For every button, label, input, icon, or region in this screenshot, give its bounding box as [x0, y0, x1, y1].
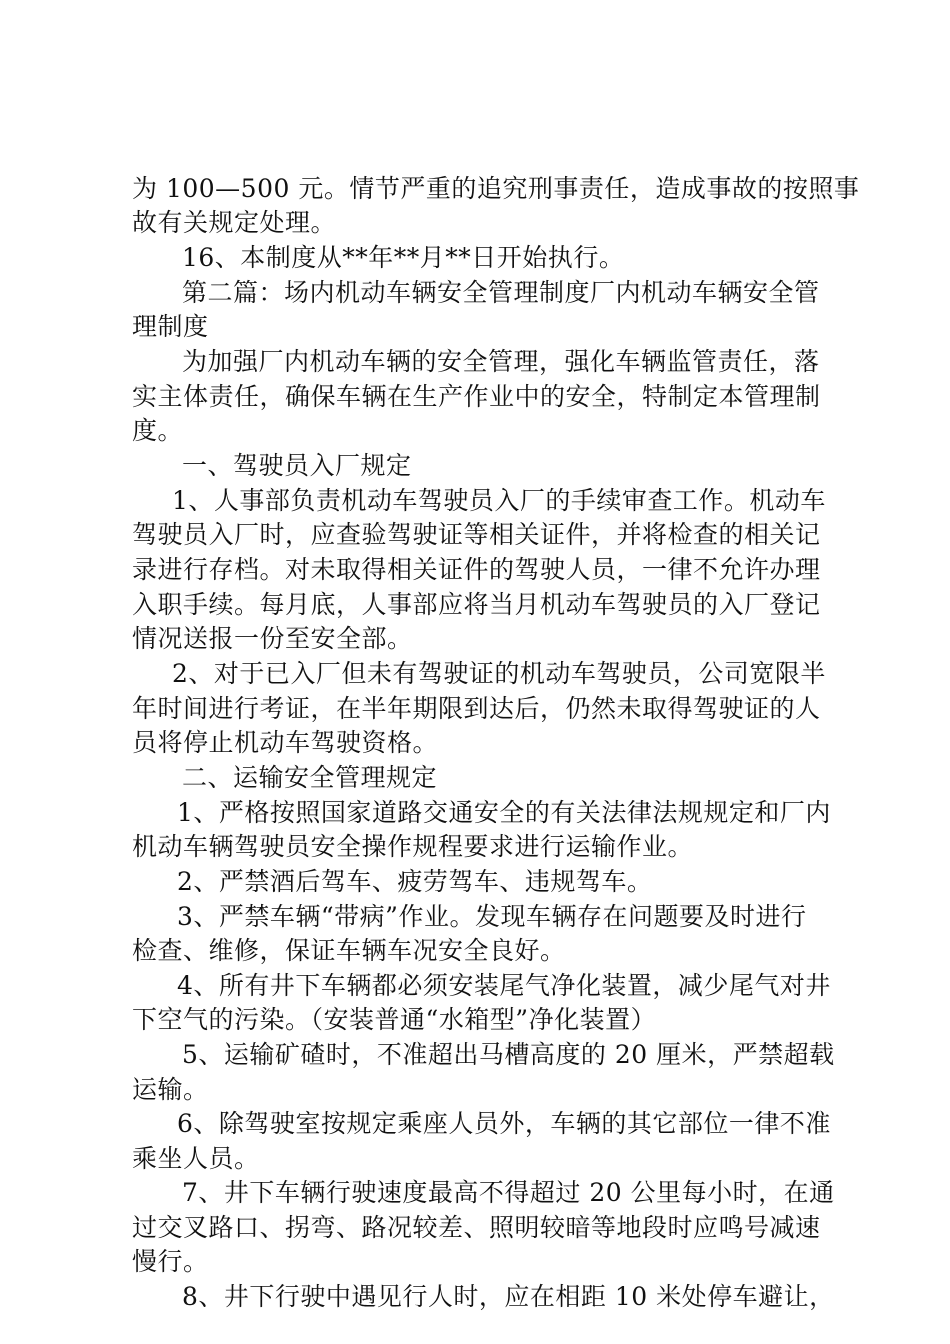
text-line: 故有关规定处理。 — [132, 208, 337, 237]
text-line: 6、除驾驶室按规定乘座人员外，车辆的其它部位一律不准 — [177, 1109, 831, 1138]
text-line: 2、严禁酒后驾车、疲劳驾车、违规驾车。 — [177, 867, 653, 896]
text-line: 1、严格按照国家道路交通安全的有关法律法规规定和厂内 — [177, 798, 831, 827]
text-line: 1、人事部负责机动车驾驶员入厂的手续审查工作。机动车 — [172, 486, 826, 515]
text-line: 驾驶员入厂时，应查验驾驶证等相关证件，并将检查的相关记 — [132, 520, 821, 549]
text-line: 4、所有井下车辆都必须安装尾气净化装置，减少尾气对井 — [177, 971, 831, 1000]
section-heading: 第二篇：场内机动车辆安全管理制度厂内机动车辆安全管 — [182, 278, 820, 307]
text-line: 员将停止机动车驾驶资格。 — [132, 728, 439, 757]
text-line: 3、严禁车辆“带病”作业。发现车辆存在问题要及时进行 — [177, 902, 807, 931]
text-line: 16、本制度从**年**月**日开始执行。 — [182, 243, 625, 272]
text-line: 度。 — [132, 416, 184, 445]
text-line: 录进行存档。对未取得相关证件的驾驶人员，一律不允许办理 — [132, 555, 821, 584]
text-line: 2、对于已入厂但未有驾驶证的机动车驾驶员，公司宽限半 — [172, 659, 826, 688]
text-line: 为 100—500 元。情节严重的追究刑事责任，造成事故的按照事 — [132, 174, 860, 203]
text-line: 入职手续。每月底，人事部应将当月机动车驾驶员的入厂登记 — [132, 590, 821, 619]
text-line: 8、井下行驶中遇见行人时，应在相距 10 米处停车避让， — [182, 1282, 835, 1311]
text-line: 实主体责任，确保车辆在生产作业中的安全，特制定本管理制 — [132, 382, 821, 411]
section-heading: 理制度 — [132, 312, 209, 341]
text-line: 7、井下车辆行驶速度最高不得超过 20 公里每小时，在通 — [182, 1178, 835, 1207]
text-line: 年时间进行考证，在半年期限到达后，仍然未取得驾驶证的人 — [132, 694, 821, 723]
text-line: 为加强厂内机动车辆的安全管理，强化车辆监管责任，落 — [182, 347, 820, 376]
text-line: 过交叉路口、拐弯、路况较差、照明较暗等地段时应鸣号减速 — [132, 1213, 821, 1242]
subsection-heading: 二、运输安全管理规定 — [182, 763, 438, 792]
text-line: 5、运输矿碴时，不准超出马槽高度的 20 厘米，严禁超载 — [182, 1040, 835, 1069]
text-line: 乘坐人员。 — [132, 1144, 260, 1173]
text-line: 情况送报一份至安全部。 — [132, 624, 413, 653]
text-line: 慢行。 — [132, 1247, 209, 1276]
text-line: 下空气的污染。（安装普通“水箱型”净化装置） — [132, 1005, 657, 1034]
text-line: 运输。 — [132, 1075, 209, 1104]
subsection-heading: 一、驾驶员入厂规定 — [182, 451, 412, 480]
text-line: 检查、维修，保证车辆车况安全良好。 — [132, 936, 566, 965]
text-line: 机动车辆驾驶员安全操作规程要求进行运输作业。 — [132, 832, 694, 861]
